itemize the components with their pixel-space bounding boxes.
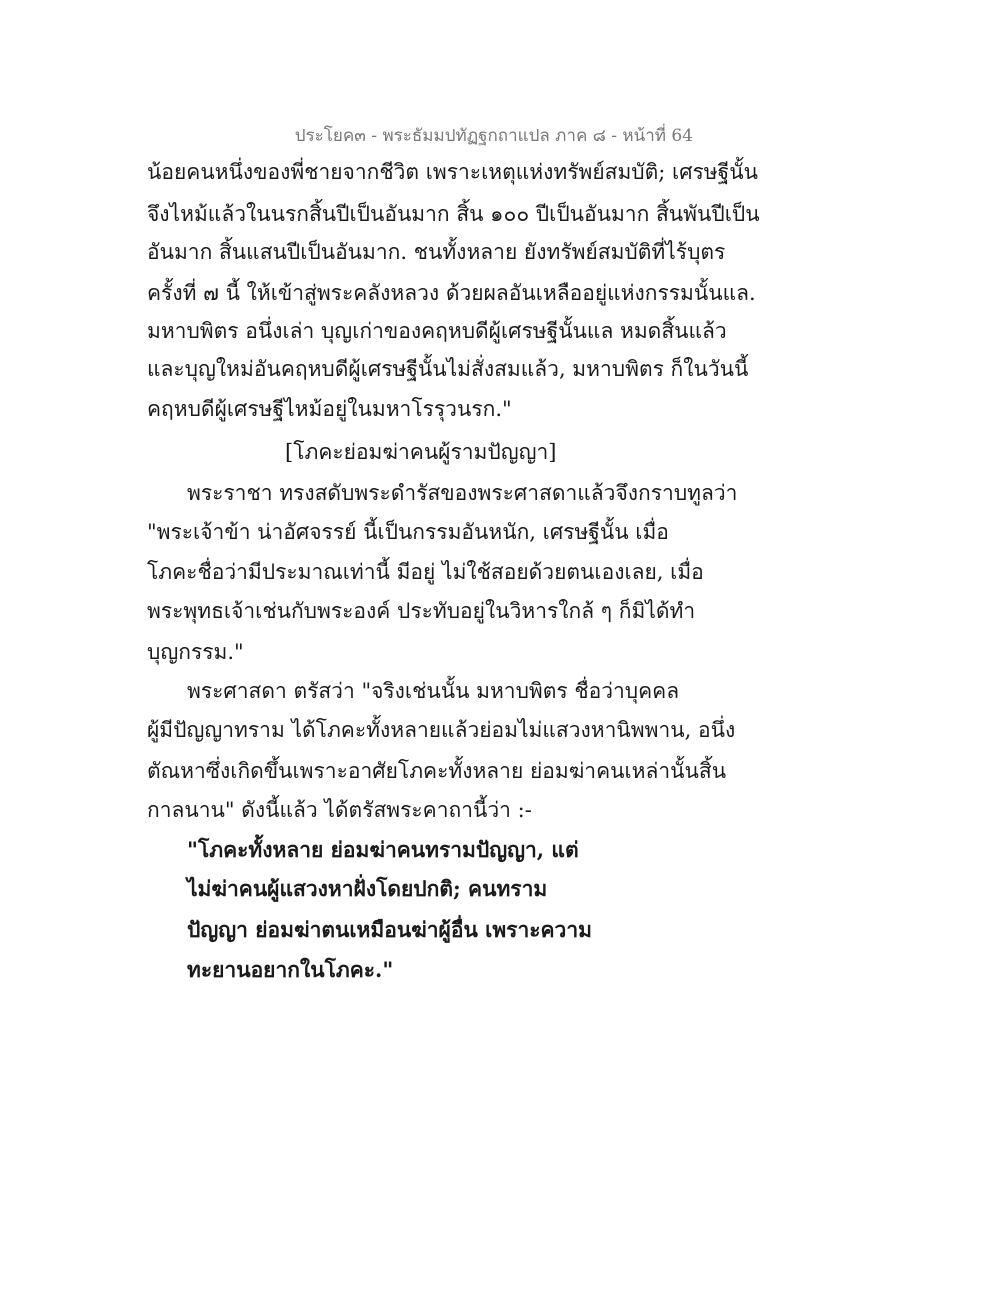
text-line: ผู้มีปัญญาทราม ได้โภคะทั้งหลายแล้วย่อมไม่แสวงหานิพพาน, อนึ่ง <box>147 718 736 742</box>
text-line: บุญกรรม." <box>147 640 244 664</box>
verse-line: ไม่ฆ่าคนผู้แสวงหาฝั่งโดยปกติ; คนทราม <box>187 876 548 901</box>
text-line: ตัณหาซึ่งเกิดขึ้นเพราะอาศัยโภคะทั้งหลาย ย่อมฆ่าคนเหล่านั้นสิ้น <box>147 759 727 783</box>
text-line: พระศาสดา ตรัสว่า "จริงเช่นนั้น มหาบพิตร ชื่อว่าบุคคล <box>187 679 680 703</box>
text-line: พระพุทธเจ้าเช่นกับพระองค์ ประทับอยู่ในวิหารใกล้ ๆ ก็มิได้ทำ <box>147 599 696 623</box>
text-line: น้อยคนหนึ่งของพี่ชายจากชีวิต เพราะเหตุแห่งทรัพย์สมบัติ; เศรษฐีนั้น <box>147 160 758 184</box>
verse-line: ทะยานอยากในโภคะ." <box>187 957 394 982</box>
text-line: อันมาก สิ้นแสนปีเป็นอันมาก. ชนทั้งหลาย ยังทรัพย์สมบัติที่ไร้บุตร <box>147 240 726 264</box>
page-header: ประโยค๓ - พระธัมมปทัฏฐกถาแปล ภาค ๘ - หน้าที่ 64 <box>294 126 693 146</box>
text-line: จึงไหม้แล้วในนรกสิ้นปีเป็นอันมาก สิ้น ๑๐๐ ปีเป็นอันมาก สิ้นพันปีเป็น <box>147 202 760 226</box>
verse-line: "โภคะทั้งหลาย ย่อมฆ่าคนทรามปัญญา, แต่ <box>187 837 579 862</box>
text-line: กาลนาน" ดังนี้แล้ว ได้ตรัสพระคาถานี้ว่า :- <box>147 798 532 822</box>
text-line: มหาบพิตร อนึ่งเล่า บุญเก่าของคฤหบดีผู้เศรษฐีนั้นแล หมดสิ้นแล้ว <box>147 319 727 343</box>
text-line: คฤหบดีผู้เศรษฐีไหม้อยู่ในมหาโรรุวนรก." <box>147 397 512 421</box>
text-line: โภคะชื่อว่ามีประมาณเท่านี้ มีอยู่ ไม่ใช้สอยด้วยตนเองเลย, เมื่อ <box>147 560 704 584</box>
verse-line: ปัญญา ย่อมฆ่าตนเหมือนฆ่าผู้อื่น เพราะความ <box>187 917 592 942</box>
text-line: พระราชา ทรงสดับพระดำรัสของพระศาสดาแล้วจึงกราบทูลว่า <box>187 481 738 505</box>
text-line: และบุญใหม่อันคฤหบดีผู้เศรษฐีนั้นไม่สั่งสมแล้ว, มหาบพิตร ก็ในวันนี้ <box>147 357 749 381</box>
section-heading: [โภคะย่อมฆ่าคนผู้รามปัญญา] <box>285 440 557 464</box>
text-line: "พระเจ้าข้า น่าอัศจรรย์ นี้เป็นกรรมอันหนัก, เศรษฐีนั้น เมื่อ <box>147 520 669 544</box>
text-line: ครั้งที่ ๗ นี้ ให้เข้าสู่พระคลังหลวง ด้วยผลอันเหลืออยู่แห่งกรรมนั้นแล. <box>147 281 756 305</box>
